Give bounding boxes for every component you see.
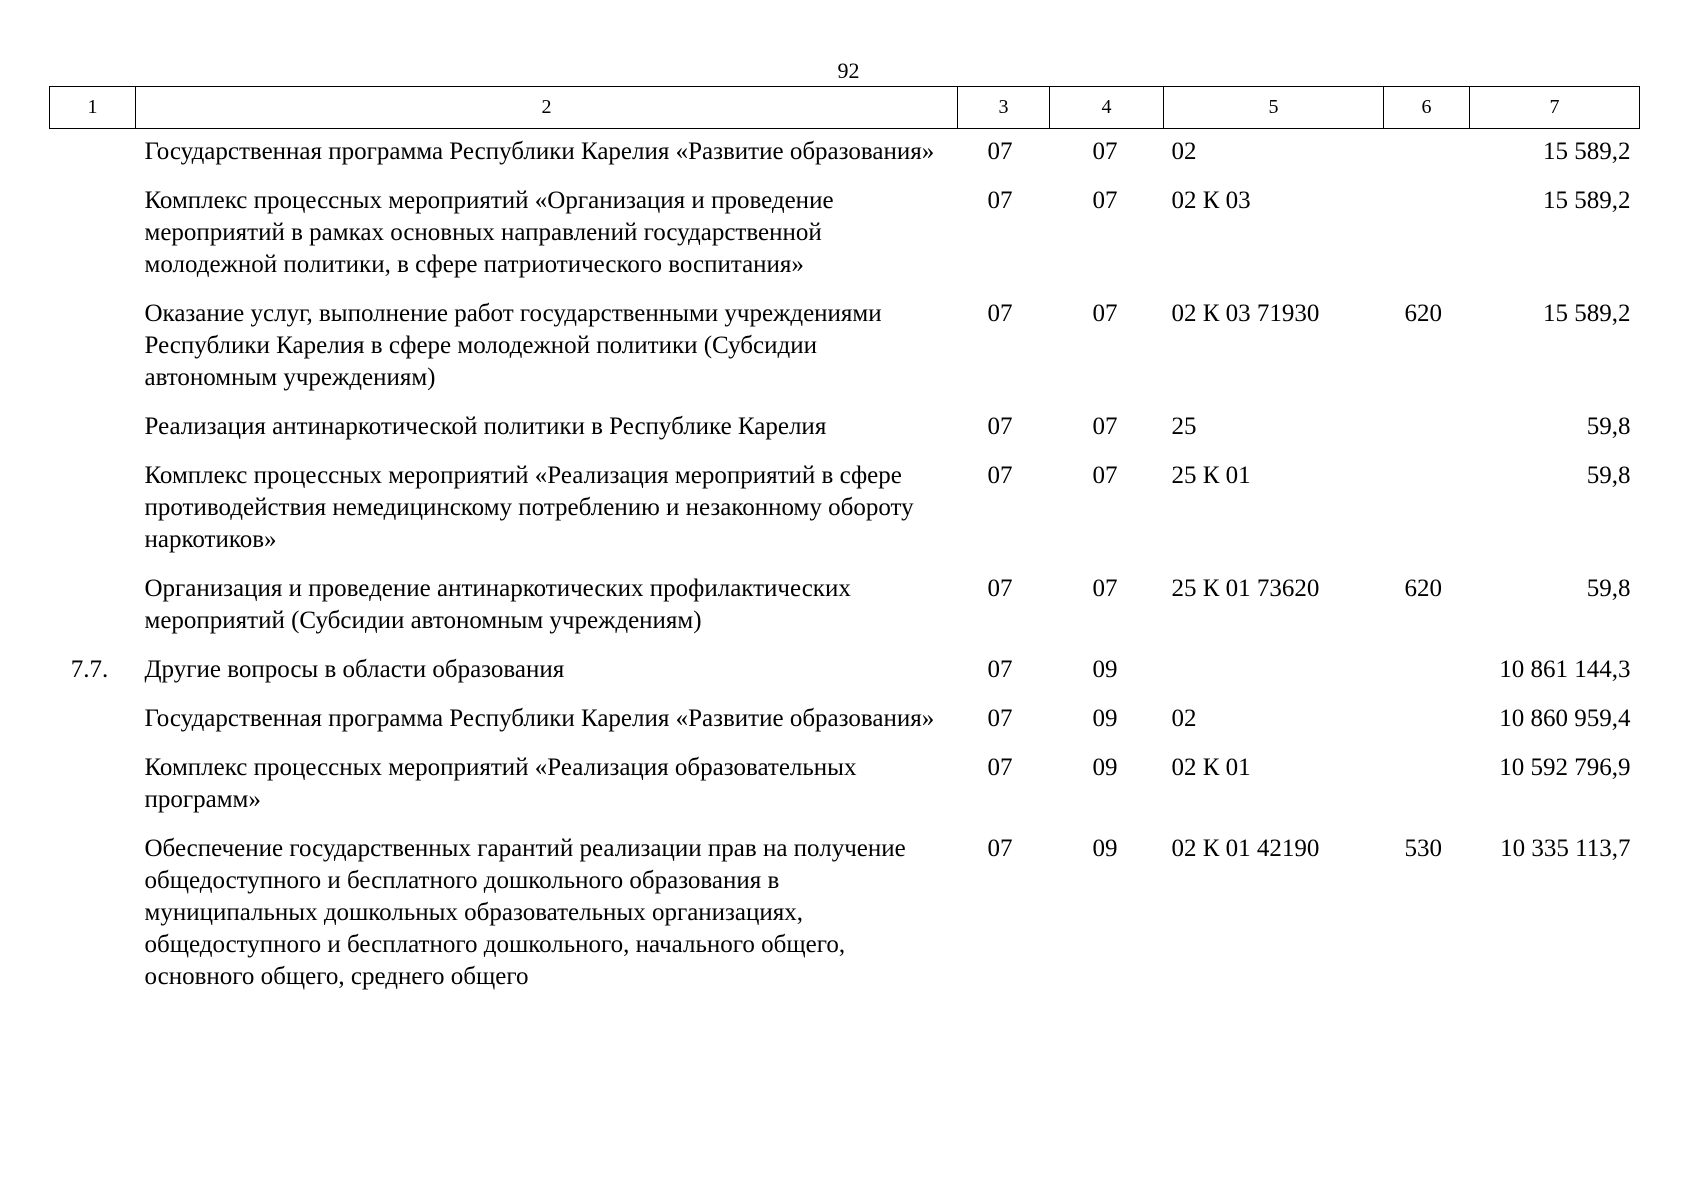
header-col-5: 5 <box>1164 87 1384 129</box>
row-target-article: 02 К 03 <box>1171 187 1251 214</box>
header-col-1: 1 <box>50 87 136 129</box>
row-section-code: 07 <box>987 300 1013 327</box>
row-name: Оказание услуг, выполнение работ государственными учреждениями Республики Карелия в сфере молодежной политики (Субсидии автономным учреждениям) <box>144 300 882 391</box>
row-target-article: 25 К 01 73620 <box>1171 575 1320 602</box>
row-name: Комплекс процессных мероприятий «Реализация мероприятий в сфере противодействия немедицинскому потреблению и незаконному обороту наркотиков» <box>144 462 914 553</box>
row-subsection-code: 09 <box>1092 656 1118 683</box>
row-section-code: 07 <box>987 575 1013 602</box>
row-section-code: 07 <box>987 656 1013 683</box>
row-number <box>50 298 136 411</box>
row-number <box>50 411 136 460</box>
row-name: Государственная программа Республики Карелия «Развитие образования» <box>144 705 935 732</box>
header-col-7: 7 <box>1470 87 1640 129</box>
row-subsection-code: 09 <box>1092 835 1118 862</box>
row-number <box>50 573 136 654</box>
row-number: 7.7. <box>70 656 109 683</box>
table-row <box>50 752 1640 833</box>
header-col-3: 3 <box>958 87 1050 129</box>
row-target-article: 02 <box>1171 705 1197 732</box>
row-number <box>50 833 136 1010</box>
row-section-code: 07 <box>987 187 1013 214</box>
row-expense-type <box>1384 185 1470 298</box>
header-col-2: 2 <box>136 87 958 129</box>
row-amount: 15 589,2 <box>1543 138 1631 165</box>
row-subsection-code: 07 <box>1092 300 1118 327</box>
row-section-code: 07 <box>987 413 1013 440</box>
row-subsection-code: 07 <box>1092 413 1118 440</box>
row-name: Организация и проведение антинаркотических профилактических мероприятий (Субсидии автономным учреждениям) <box>144 575 851 634</box>
row-amount: 15 589,2 <box>1543 300 1631 327</box>
row-number <box>50 752 136 833</box>
table-row <box>50 654 1640 703</box>
row-amount: 15 589,2 <box>1543 187 1631 214</box>
row-number <box>50 129 136 186</box>
table-row <box>50 460 1640 573</box>
header-col-6: 6 <box>1384 87 1470 129</box>
table-body <box>50 129 1640 1011</box>
row-target-article: 02 К 03 71930 <box>1171 300 1320 327</box>
row-expense-type <box>1384 703 1470 752</box>
row-number <box>50 185 136 298</box>
row-target-article: 25 К 01 <box>1171 462 1251 489</box>
row-expense-type: 530 <box>1404 835 1442 862</box>
table-row <box>50 185 1640 298</box>
table-row <box>50 703 1640 752</box>
table-row <box>50 411 1640 460</box>
page-number: 92 <box>837 58 860 83</box>
row-number <box>50 460 136 573</box>
row-amount: 10 335 113,7 <box>1500 835 1631 862</box>
row-subsection-code: 09 <box>1092 705 1118 732</box>
row-section-code: 07 <box>987 835 1013 862</box>
row-subsection-code: 07 <box>1092 575 1118 602</box>
row-expense-type: 620 <box>1404 575 1442 602</box>
table-row <box>50 573 1640 654</box>
row-amount: 59,8 <box>1586 413 1631 440</box>
row-expense-type <box>1384 654 1470 703</box>
row-amount: 10 861 144,3 <box>1499 656 1631 683</box>
row-expense-type <box>1384 752 1470 833</box>
header-row <box>50 87 1640 129</box>
row-name: Комплекс процессных мероприятий «Реализация образовательных программ» <box>144 754 857 813</box>
row-name: Другие вопросы в области образования <box>144 656 565 683</box>
table-row <box>50 129 1640 186</box>
row-expense-type <box>1384 460 1470 573</box>
header-col-4: 4 <box>1050 87 1164 129</box>
table-row <box>50 298 1640 411</box>
row-amount: 10 592 796,9 <box>1499 754 1631 781</box>
row-name: Реализация антинаркотической политики в Республике Карелия <box>144 413 827 440</box>
row-expense-type <box>1384 411 1470 460</box>
row-target-article: 02 <box>1171 138 1197 165</box>
row-name: Государственная программа Республики Карелия «Развитие образования» <box>144 138 935 165</box>
table-row <box>50 833 1640 1010</box>
row-number <box>50 703 136 752</box>
row-subsection-code: 07 <box>1092 462 1118 489</box>
row-subsection-code: 07 <box>1092 138 1118 165</box>
row-section-code: 07 <box>987 462 1013 489</box>
budget-table <box>49 86 1640 1010</box>
row-section-code: 07 <box>987 705 1013 732</box>
row-expense-type: 620 <box>1404 300 1442 327</box>
row-target-article: 25 <box>1171 413 1197 440</box>
row-subsection-code: 09 <box>1092 754 1118 781</box>
row-section-code: 07 <box>987 754 1013 781</box>
row-target-article: 02 К 01 42190 <box>1171 835 1320 862</box>
row-target-article: 02 К 01 <box>1171 754 1251 781</box>
row-subsection-code: 07 <box>1092 187 1118 214</box>
row-target-article <box>1164 654 1384 703</box>
table-header <box>50 87 1640 129</box>
row-amount: 59,8 <box>1586 462 1631 489</box>
row-amount: 59,8 <box>1586 575 1631 602</box>
row-amount: 10 860 959,4 <box>1499 705 1631 732</box>
row-name: Обеспечение государственных гарантий реализации прав на получение общедоступного и бесплатного дошкольного образования в муниципальных дошкольных образовательных организациях, общедоступного и бесплатного дошкольного, начального общего, основного общего, среднего общего <box>144 835 906 990</box>
row-name: Комплекс процессных мероприятий «Организация и проведение мероприятий в рамках основных направлений государственной молодежной политики, в сфере патриотического воспитания» <box>144 187 834 278</box>
row-section-code: 07 <box>987 138 1013 165</box>
row-expense-type <box>1384 129 1470 186</box>
